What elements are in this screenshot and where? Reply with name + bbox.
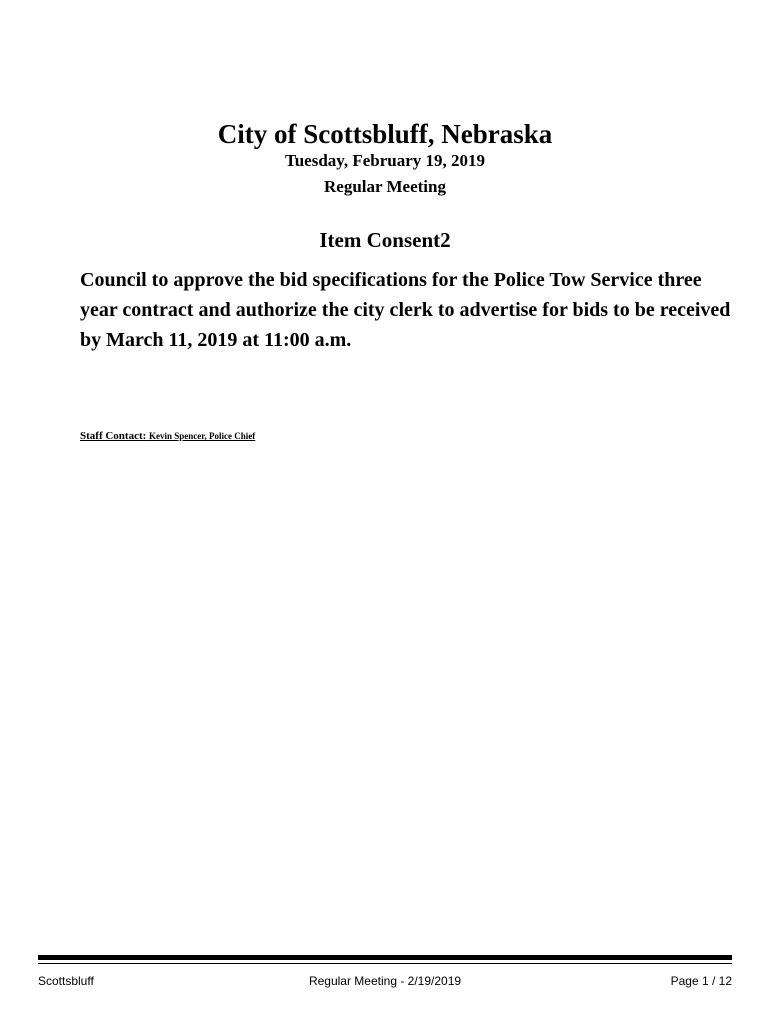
page-footer (38, 973, 732, 989)
footer-divider-thin (38, 963, 732, 964)
footer-divider (38, 955, 732, 960)
footer-meeting: Regular Meeting - 2/19/2019 (308, 974, 462, 988)
page-number: Page 1 / 12 (670, 974, 732, 988)
meeting-date: Tuesday, February 19, 2019 (284, 151, 486, 170)
item-title: Item Consent2 (319, 228, 451, 252)
footer-city: Scottsbluff (38, 974, 94, 988)
city-title: City of Scottsbluff, Nebraska (217, 119, 553, 149)
staff-contact (80, 429, 255, 443)
item-description: Council to approve the bid specifications for the Police Tow Service three year contract and authorize the city clerk to advertise for bids to be received by March 11, 2019 at 11:00 a.m. (80, 269, 731, 351)
meeting-type: Regular Meeting (324, 177, 446, 196)
staff-contact-label: Staff Contact: (80, 430, 147, 442)
staff-contact-name: Kevin Spencer, Police Chief (149, 431, 256, 441)
